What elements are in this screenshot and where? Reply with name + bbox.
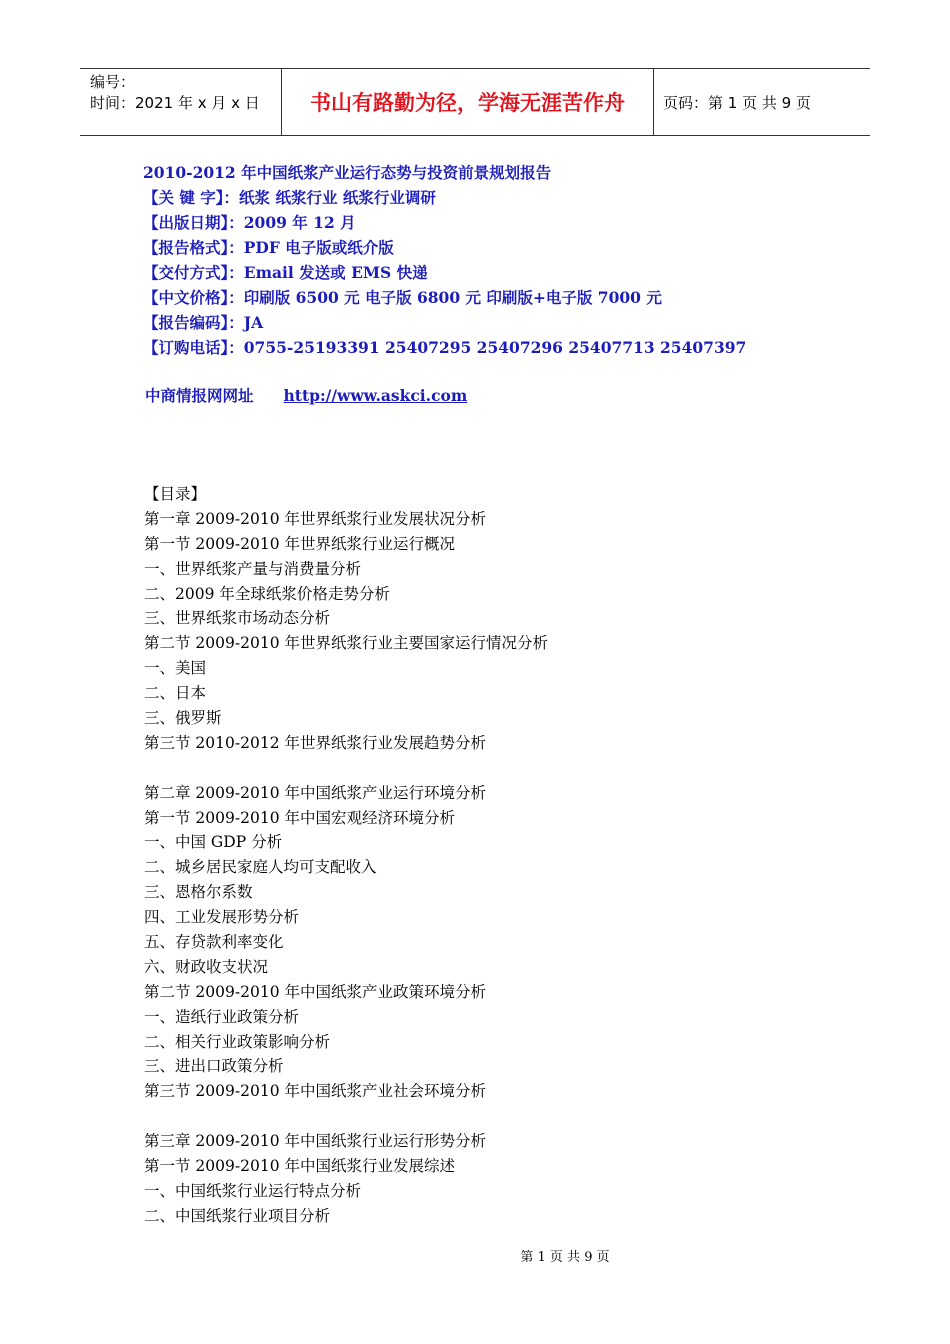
toc-line: 一、美国 bbox=[144, 659, 207, 678]
publish-date: 【出版日期】：2009 年 12 月 bbox=[143, 213, 356, 232]
toc-line: 一、中国 GDP 分析 bbox=[144, 833, 283, 852]
table-of-contents bbox=[144, 482, 548, 1229]
toc-line: 六、财政收支状况 bbox=[144, 957, 269, 976]
toc-line: 三、恩格尔系数 bbox=[144, 883, 253, 902]
toc-line: 第三节 2009-2010 年中国纸浆产业社会环境分析 bbox=[144, 1082, 486, 1101]
website-line bbox=[145, 384, 467, 406]
toc-line: 一、造纸行业政策分析 bbox=[144, 1007, 300, 1026]
report-format: 【报告格式】：PDF 电子版或纸介版 bbox=[143, 238, 394, 257]
toc-line: 五、存贷款利率变化 bbox=[144, 933, 284, 952]
toc-line: 第三节 2010-2012 年世界纸浆行业发展趋势分析 bbox=[144, 733, 486, 752]
toc-blank-line bbox=[144, 1104, 548, 1129]
toc-line: 二、2009 年全球纸浆价格走势分析 bbox=[144, 584, 390, 603]
toc-line: 第一节 2009-2010 年中国纸浆行业发展综述 bbox=[144, 1157, 455, 1176]
time-label: 时间：2021 年 x 月 x 日 bbox=[90, 94, 260, 112]
toc-line: 二、相关行业政策影响分析 bbox=[144, 1032, 331, 1051]
toc-line: 二、城乡居民家庭人均可支配收入 bbox=[144, 858, 377, 877]
report-meta bbox=[143, 160, 746, 360]
toc-line: 二、日本 bbox=[144, 684, 207, 703]
number-label: 编号： bbox=[90, 73, 136, 91]
report-title: 2010-2012 年中国纸浆产业运行态势与投资前景规划报告 bbox=[143, 163, 552, 182]
toc-line: 第二章 2009-2010 年中国纸浆产业运行环境分析 bbox=[144, 783, 486, 802]
header-info bbox=[80, 69, 281, 135]
delivery-method: 【交付方式】：Email 发送或 EMS 快递 bbox=[143, 263, 428, 282]
toc-line: 一、中国纸浆行业运行特点分析 bbox=[144, 1181, 362, 1200]
page-footer: 第 1 页 共 9 页 bbox=[520, 1250, 610, 1265]
toc-line: 三、进出口政策分析 bbox=[144, 1057, 284, 1076]
toc-line: 三、世界纸浆市场动态分析 bbox=[144, 609, 331, 628]
page-header bbox=[80, 68, 870, 136]
price: 【中文价格】：印刷版 6500 元 电子版 6800 元 印刷版+电子版 7000 元 bbox=[143, 288, 662, 307]
order-phone: 【订购电话】：0755-25193391 25407295 25407296 25407713 25407397 bbox=[143, 338, 747, 357]
motto: 书山有路勤为径，学海无涯苦作舟 bbox=[281, 69, 654, 135]
website-label: 中商情报网网址 bbox=[145, 386, 254, 405]
report-code: 【报告编码】：JA bbox=[143, 313, 264, 332]
toc-line: 第三章 2009-2010 年中国纸浆行业运行形势分析 bbox=[144, 1132, 486, 1151]
toc-line: 第二节 2009-2010 年中国纸浆产业政策环境分析 bbox=[144, 982, 486, 1001]
toc-line: 三、俄罗斯 bbox=[144, 709, 222, 728]
toc-line: 【目录】 bbox=[144, 485, 207, 503]
toc-line: 一、世界纸浆产量与消费量分析 bbox=[144, 559, 362, 578]
toc-line: 二、中国纸浆行业项目分析 bbox=[144, 1206, 331, 1225]
toc-blank-line bbox=[144, 756, 548, 781]
toc-line: 第一章 2009-2010 年世界纸浆行业发展状况分析 bbox=[144, 509, 486, 528]
page-indicator: 页码：第 1 页 共 9 页 bbox=[663, 93, 811, 112]
toc-line: 第一节 2009-2010 年中国宏观经济环境分析 bbox=[144, 808, 455, 827]
website-link[interactable]: http://www.askci.com bbox=[283, 386, 468, 405]
toc-line: 第一节 2009-2010 年世界纸浆行业运行概况 bbox=[144, 534, 455, 553]
toc-line: 四、工业发展形势分析 bbox=[144, 908, 300, 927]
toc-line: 第二节 2009-2010 年世界纸浆行业主要国家运行情况分析 bbox=[144, 634, 548, 653]
keywords: 【关 键 字】：纸浆 纸浆行业 纸浆行业调研 bbox=[143, 188, 436, 207]
